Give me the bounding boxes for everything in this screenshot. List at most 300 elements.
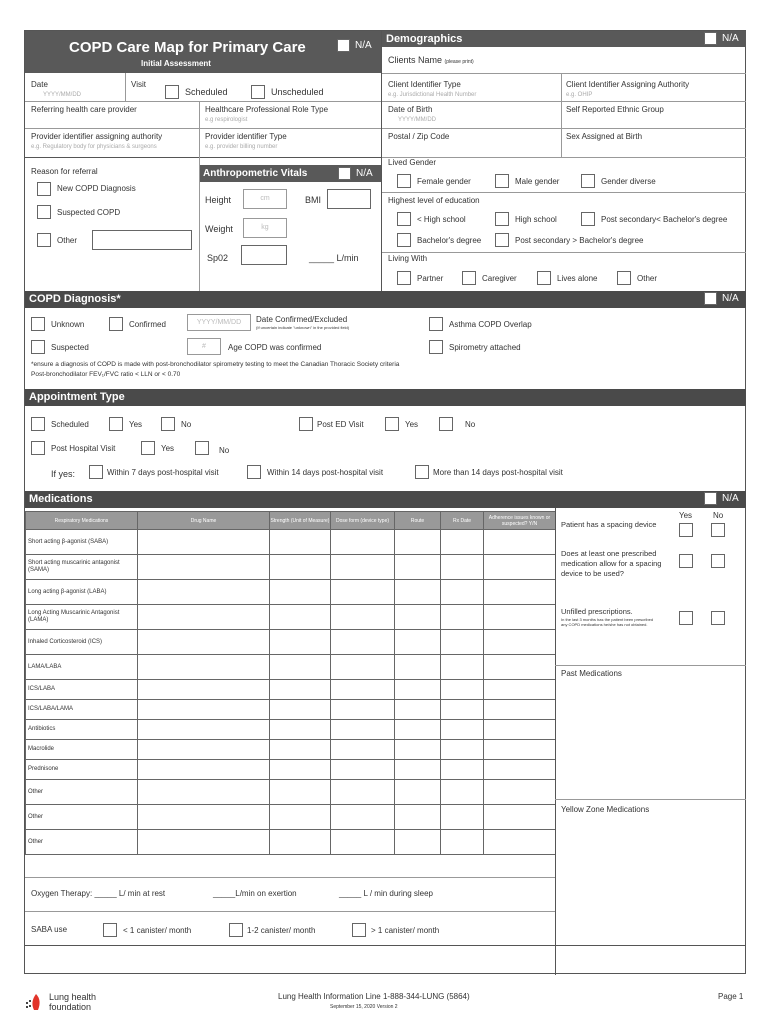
table-row [26, 530, 556, 555]
dob-hint: YYYY/MM/DD [398, 117, 437, 123]
medications-header [25, 491, 746, 508]
sex-at-birth-label: Sex Assigned at Birth [566, 132, 643, 141]
saba-1-2-label: 1-2 canister/ month [247, 926, 316, 935]
medication-cell[interactable] [441, 630, 484, 655]
medication-cell[interactable] [331, 680, 395, 700]
client-name-label [388, 55, 474, 65]
appointment-title: Appointment Type [29, 391, 125, 403]
vitals-header [199, 165, 381, 182]
scheduled-checkbox[interactable] [165, 85, 179, 99]
medication-cell[interactable] [331, 780, 395, 805]
spo2-label: Sp02 [207, 253, 229, 263]
medication-cell[interactable] [484, 830, 556, 855]
version-date: September 15, 2020 Version 2 [330, 1004, 398, 1010]
table-row [26, 700, 556, 720]
table-row [26, 760, 556, 780]
post-ed-no-label: No [465, 420, 476, 429]
demographics-na-label: N/A [722, 33, 739, 44]
spirometry-checkbox[interactable] [429, 340, 443, 354]
medication-cell[interactable] [331, 760, 395, 780]
scheduled-label: Scheduled [185, 87, 228, 97]
diverse-checkbox[interactable] [581, 174, 595, 188]
medication-class: Prednisone [26, 760, 138, 780]
medication-cell[interactable] [138, 760, 270, 780]
post-ed-yes-label: Yes [405, 420, 419, 429]
row-line [382, 128, 746, 129]
client-id-type-hint: e.g. Jurisdictional Health Number [388, 92, 477, 98]
confirmed-checkbox[interactable] [109, 317, 123, 331]
row-line [382, 73, 746, 74]
medication-cell[interactable] [331, 805, 395, 830]
referral-other-checkbox[interactable] [37, 233, 51, 247]
demographics-na-checkbox[interactable] [704, 32, 717, 45]
medication-cell[interactable] [395, 580, 441, 605]
female-label: Female gender [417, 177, 471, 186]
high-school-checkbox[interactable] [495, 212, 509, 226]
unfilled-note: In the last 3 months has the patient been prescribed any COPD medications he/she has not obtained. [561, 617, 654, 627]
height-label: Height [205, 195, 232, 205]
ethnic-group-label: Self Reported Ethnic Group [566, 105, 664, 114]
medication-cell[interactable] [138, 630, 270, 655]
medication-cell[interactable] [138, 700, 270, 720]
row-line [382, 157, 746, 158]
medication-cell[interactable] [270, 655, 331, 680]
spacing-allow-label: Does at least one prescribed medication allow for a spacing device to be used? [561, 549, 662, 578]
education-label: Highest level of education [388, 196, 480, 205]
bachelor-label: Bachelor's degree [417, 236, 482, 245]
diagnosis-date-input[interactable]: YYYY/MM/DD [187, 314, 251, 331]
page-number: Page 1 [718, 992, 744, 1001]
medication-class: Short acting β-agonist (SABA) [26, 530, 138, 555]
medication-cell[interactable] [138, 655, 270, 680]
medication-cell[interactable] [270, 630, 331, 655]
saba-gt1-checkbox[interactable] [352, 923, 366, 937]
past-medications-label: Past Medications [561, 669, 622, 678]
male-checkbox[interactable] [495, 174, 509, 188]
medication-cell[interactable] [441, 555, 484, 580]
spacing-allow-no-checkbox[interactable] [711, 554, 725, 568]
medications-header-row [26, 512, 556, 530]
medication-cell[interactable] [270, 700, 331, 720]
medication-class: ICS/LABA/LAMA [26, 700, 138, 720]
medication-cell[interactable] [395, 740, 441, 760]
vitals-na-label: N/A [356, 168, 373, 179]
table-row [26, 580, 556, 605]
diagnosis-na-checkbox[interactable] [704, 292, 717, 305]
medication-cell[interactable] [138, 805, 270, 830]
appt-scheduled-no-checkbox[interactable] [161, 417, 175, 431]
post-lt-bachelor-label: Post secondary< Bachelor's degree [601, 215, 728, 224]
right-panel-line [555, 799, 746, 800]
medication-cell[interactable] [395, 630, 441, 655]
vitals-title: Anthropometric Vitals [203, 168, 308, 179]
if-yes-label: If yes: [51, 469, 76, 479]
age-confirmed-label: Age COPD was confirmed [228, 343, 322, 352]
meds-right-divider [555, 508, 556, 975]
no-header: No [713, 511, 724, 520]
fev-ratio-note: Post-bronchodilator FEV₁/FVC ratio < LLN or < 0.70 [31, 371, 181, 378]
table-row [26, 805, 556, 830]
more-14-checkbox[interactable] [415, 465, 429, 479]
form-title: COPD Care Map for Primary Care [69, 39, 306, 56]
medication-cell[interactable] [395, 700, 441, 720]
weight-input[interactable]: kg [243, 218, 287, 238]
medication-cell[interactable] [270, 780, 331, 805]
within-14-checkbox[interactable] [247, 465, 261, 479]
asthma-overlap-label: Asthma COPD Overlap [449, 320, 532, 329]
medication-class: Inhaled Corticosteroid (ICS) [26, 630, 138, 655]
spo2-input[interactable] [241, 245, 287, 265]
medication-cell[interactable] [270, 605, 331, 630]
lung-logo-icon [24, 992, 44, 1012]
post-lt-bachelor-checkbox[interactable] [581, 212, 595, 226]
medication-cell[interactable] [484, 740, 556, 760]
medications-body [26, 530, 556, 855]
medication-cell[interactable] [138, 780, 270, 805]
col-route: Route [395, 512, 441, 530]
medication-cell[interactable] [484, 580, 556, 605]
medication-cell[interactable] [331, 580, 395, 605]
medication-class: Other [26, 780, 138, 805]
medication-class: Other [26, 830, 138, 855]
medications-table [25, 511, 556, 855]
medication-cell[interactable] [484, 680, 556, 700]
saba-lt1-label: < 1 canister/ month [123, 926, 192, 935]
medication-cell[interactable] [395, 555, 441, 580]
medication-class: Long Acting Muscarinic Antagonist (LAMA) [26, 605, 138, 630]
medication-cell[interactable] [138, 680, 270, 700]
post-hospital-checkbox[interactable] [31, 441, 45, 455]
medication-cell[interactable] [395, 830, 441, 855]
client-id-authority-hint: e.g. OHIP [566, 92, 593, 98]
right-panel-line [555, 665, 746, 666]
post-hospital-label: Post Hospital Visit [51, 444, 116, 453]
bmi-label: BMI [305, 195, 322, 205]
post-ed-no-checkbox[interactable] [439, 417, 453, 431]
medication-cell[interactable] [270, 720, 331, 740]
footer-logo [24, 992, 104, 1016]
saba-1-2-checkbox[interactable] [229, 923, 243, 937]
medication-cell[interactable] [484, 555, 556, 580]
medication-cell[interactable] [331, 630, 395, 655]
medications-na-checkbox[interactable] [704, 492, 717, 505]
living-with-label: Living With [388, 254, 428, 263]
referral-other-label: Other [57, 236, 78, 245]
medication-cell[interactable] [395, 680, 441, 700]
table-row [26, 680, 556, 700]
medication-cell[interactable] [331, 655, 395, 680]
table-row [26, 555, 556, 580]
medication-cell[interactable] [138, 530, 270, 555]
medication-cell[interactable] [441, 655, 484, 680]
medication-cell[interactable] [331, 740, 395, 760]
unfilled-no-checkbox[interactable] [711, 611, 725, 625]
more-14-label: More than 14 days post-hospital visit [433, 468, 563, 477]
row-line [382, 252, 746, 253]
medication-cell[interactable] [441, 605, 484, 630]
medication-cell[interactable] [441, 760, 484, 780]
medication-cell[interactable] [395, 530, 441, 555]
within-7-label: Within 7 days post-hospital visit [107, 468, 219, 477]
medication-cell[interactable] [270, 760, 331, 780]
medication-cell[interactable] [441, 720, 484, 740]
medication-class: Antibiotics [26, 720, 138, 740]
vitals-na-checkbox[interactable] [338, 167, 351, 180]
date-hint: YYYY/MM/DD [43, 92, 82, 98]
medication-cell[interactable] [138, 720, 270, 740]
demographics-header [382, 31, 746, 47]
col-drug-name: Drug Name [138, 512, 270, 530]
medication-cell[interactable] [441, 740, 484, 760]
medication-cell[interactable] [270, 530, 331, 555]
unscheduled-checkbox[interactable] [251, 85, 265, 99]
appointment-header [25, 389, 746, 406]
post-gt-bachelor-checkbox[interactable] [495, 233, 509, 247]
new-copd-label: New COPD Diagnosis [57, 184, 136, 193]
table-row [26, 830, 556, 855]
vitals-divider [199, 157, 200, 291]
row-line [25, 101, 381, 102]
age-input[interactable]: # [187, 338, 221, 355]
partner-checkbox[interactable] [397, 271, 411, 285]
col-dose-form: Dose form (device type) [331, 512, 395, 530]
appt-scheduled-no-label: No [181, 420, 192, 429]
confirmed-label: Confirmed [129, 320, 166, 329]
medication-cell[interactable] [484, 655, 556, 680]
table-row [26, 740, 556, 760]
provider-id-type-label: Provider identifier Type [205, 132, 287, 141]
col-adherence: Adherence issues known or suspected? Y/N [484, 512, 556, 530]
col-strength: Strength (Unit of Measure) [270, 512, 331, 530]
diverse-label: Gender diverse [601, 177, 656, 186]
unknown-label: Unknown [51, 320, 85, 329]
medication-cell[interactable] [441, 530, 484, 555]
lived-gender-label: Lived Gender [388, 158, 437, 167]
living-other-checkbox[interactable] [617, 271, 631, 285]
medication-cell[interactable] [395, 655, 441, 680]
medication-cell[interactable] [441, 680, 484, 700]
medication-cell[interactable] [331, 720, 395, 740]
medication-cell[interactable] [441, 580, 484, 605]
spacing-no-checkbox[interactable] [711, 523, 725, 537]
unfilled-label: Unfilled prescriptions. [561, 607, 633, 616]
post-ed-yes-checkbox[interactable] [385, 417, 399, 431]
medication-cell[interactable] [441, 780, 484, 805]
unscheduled-label: Unscheduled [271, 87, 324, 97]
medication-cell[interactable] [395, 605, 441, 630]
header-na-label: N/A [355, 40, 372, 51]
table-row [26, 720, 556, 740]
medication-cell[interactable] [138, 605, 270, 630]
form-subtitle: Initial Assessment [141, 59, 211, 68]
bmi-input[interactable] [327, 189, 371, 209]
provider-id-type-hint: e.g. provider billing number [205, 144, 278, 150]
spirometry-label: Spirometry attached [449, 343, 521, 352]
lives-alone-checkbox[interactable] [537, 271, 551, 285]
client-id-type-label: Client Identifier Type [388, 80, 461, 89]
medication-cell[interactable] [484, 700, 556, 720]
caregiver-checkbox[interactable] [462, 271, 476, 285]
within-14-label: Within 14 days post-hospital visit [267, 468, 384, 477]
suspected-copd-checkbox[interactable] [37, 205, 51, 219]
caregiver-label: Caregiver [482, 274, 517, 283]
oxygen-exertion-label: _____L/min on exertion [213, 889, 297, 898]
medication-class: LAMA/LABA [26, 655, 138, 680]
diagnosis-suspected-checkbox[interactable] [31, 340, 45, 354]
medication-cell[interactable] [441, 805, 484, 830]
female-checkbox[interactable] [397, 174, 411, 188]
medication-cell[interactable] [331, 530, 395, 555]
medication-cell[interactable] [484, 760, 556, 780]
medication-cell[interactable] [395, 760, 441, 780]
medication-cell[interactable] [138, 555, 270, 580]
suspected-copd-label: Suspected COPD [57, 208, 121, 217]
medication-cell[interactable] [395, 720, 441, 740]
post-hospital-no-checkbox[interactable] [195, 441, 209, 455]
provider-id-authority-hint: e.g. Regulatory body for physicians & surgeons [31, 144, 157, 150]
medication-cell[interactable] [331, 830, 395, 855]
diagnosis-title: COPD Diagnosis* [29, 293, 121, 305]
date-confirmed-note: (If uncertain indicate "unknown" in the provided field) [256, 325, 350, 330]
date-confirmed-label: Date Confirmed/Excluded [256, 315, 348, 324]
row-line [382, 192, 746, 193]
medication-cell[interactable] [331, 700, 395, 720]
medications-title: Medications [29, 493, 93, 505]
diagnosis-suspected-label: Suspected [51, 343, 89, 352]
form-header [25, 31, 381, 73]
medication-class: Long acting β-agonist (LABA) [26, 580, 138, 605]
medication-cell[interactable] [331, 605, 395, 630]
high-school-label: High school [515, 215, 557, 224]
row-line [25, 157, 381, 158]
medication-cell[interactable] [138, 580, 270, 605]
table-row [26, 655, 556, 680]
visit-label: Visit [131, 80, 146, 89]
unfilled-yes-checkbox[interactable] [679, 611, 693, 625]
post-hospital-yes-label: Yes [161, 444, 175, 453]
post-hospital-no-label: No [219, 446, 230, 455]
oxygen-line [25, 877, 555, 878]
unknown-checkbox[interactable] [31, 317, 45, 331]
medication-cell[interactable] [484, 720, 556, 740]
asthma-overlap-checkbox[interactable] [429, 317, 443, 331]
medication-cell[interactable] [270, 740, 331, 760]
referral-title: Reason for referral [31, 167, 98, 176]
logo-text: Lung health foundation [49, 992, 97, 1012]
lt-high-school-checkbox[interactable] [397, 212, 411, 226]
role-type-label: Healthcare Professional Role Type [205, 105, 329, 114]
lt-high-school-label: < High school [417, 215, 466, 224]
appt-scheduled-checkbox[interactable] [31, 417, 45, 431]
medication-cell[interactable] [331, 555, 395, 580]
col-respiratory: Respiratory Medications [26, 512, 138, 530]
lives-alone-label: Lives alone [557, 274, 598, 283]
appt-scheduled-yes-label: Yes [129, 420, 143, 429]
yellow-zone-label: Yellow Zone Medications [561, 805, 650, 814]
medication-cell[interactable] [270, 580, 331, 605]
spacing-device-label: Patient has a spacing device [561, 520, 657, 529]
client-id-authority-label: Client Identifier Assigning Authority [566, 80, 690, 89]
medication-class: ICS/LABA [26, 680, 138, 700]
living-other-label: Other [637, 274, 658, 283]
medication-class: Short acting muscarinic antagonist (SAMA) [26, 555, 138, 580]
medication-cell[interactable] [270, 555, 331, 580]
saba-gt1-label: > 1 canister/ month [371, 926, 440, 935]
medication-cell[interactable] [484, 605, 556, 630]
medications-na-label: N/A [722, 493, 739, 504]
medication-cell[interactable] [138, 830, 270, 855]
medication-cell[interactable] [441, 700, 484, 720]
provider-id-authority-label: Provider identifier assigning authority [31, 132, 163, 141]
table-row [26, 630, 556, 655]
bachelor-checkbox[interactable] [397, 233, 411, 247]
row-line [382, 101, 746, 102]
diagnosis-na-label: N/A [722, 293, 739, 304]
male-label: Male gender [515, 177, 560, 186]
header-na-checkbox[interactable] [337, 39, 350, 52]
post-ed-label: Post ED Visit [317, 420, 364, 429]
within-7-checkbox[interactable] [89, 465, 103, 479]
new-copd-checkbox[interactable] [37, 182, 51, 196]
medication-cell[interactable] [484, 805, 556, 830]
medication-cell[interactable] [270, 830, 331, 855]
medication-cell[interactable] [138, 740, 270, 760]
medication-cell[interactable] [484, 530, 556, 555]
medication-cell[interactable] [395, 780, 441, 805]
medication-cell[interactable] [484, 780, 556, 805]
role-type-hint: e.g respirologist [205, 117, 248, 123]
row-line [25, 128, 381, 129]
referral-other-input[interactable] [92, 230, 192, 250]
date-divider [125, 73, 126, 101]
dob-label: Date of Birth [388, 105, 433, 114]
postal-code-label: Postal / Zip Code [388, 132, 450, 141]
appt-scheduled-yes-checkbox[interactable] [109, 417, 123, 431]
yes-header: Yes [679, 511, 693, 520]
medication-cell[interactable] [270, 805, 331, 830]
spacing-allow-yes-checkbox[interactable] [679, 554, 693, 568]
table-row [26, 605, 556, 630]
weight-label: Weight [205, 224, 233, 234]
medication-cell[interactable] [395, 805, 441, 830]
medication-cell[interactable] [441, 830, 484, 855]
post-hospital-yes-checkbox[interactable] [141, 441, 155, 455]
oxygen-lmin-label: _____ L/min [309, 253, 359, 263]
medication-cell[interactable] [270, 680, 331, 700]
saba-lt1-checkbox[interactable] [103, 923, 117, 937]
oxygen-rest-label: Oxygen Therapy: _____ L/ min at rest [31, 889, 166, 898]
saba-use-label: SABA use [31, 925, 68, 934]
post-ed-checkbox[interactable] [299, 417, 313, 431]
medication-cell[interactable] [484, 630, 556, 655]
diagnosis-note: *ensure a diagnosis of COPD is made with post-bronchodilator spirometry testing to meet the Canadian Thoracic Society criteria [31, 361, 400, 368]
table-row [26, 780, 556, 805]
demographics-title: Demographics [386, 33, 463, 45]
height-input[interactable]: cm [243, 189, 287, 209]
client-name-text: Clients Name [388, 55, 443, 65]
client-name-note: (please print) [444, 59, 474, 65]
medication-class: Other [26, 805, 138, 830]
copd-form [24, 30, 746, 974]
date-label: Date [31, 80, 48, 89]
spacing-yes-checkbox[interactable] [679, 523, 693, 537]
col-rx-date: Rx Date [441, 512, 484, 530]
oxygen-sleep-label: _____ L / min during sleep [339, 889, 433, 898]
appt-scheduled-label: Scheduled [51, 420, 89, 429]
partner-label: Partner [417, 274, 444, 283]
info-line: Lung Health Information Line 1-888-344-LUNG (5864) [278, 992, 470, 1001]
saba-line [25, 911, 555, 912]
